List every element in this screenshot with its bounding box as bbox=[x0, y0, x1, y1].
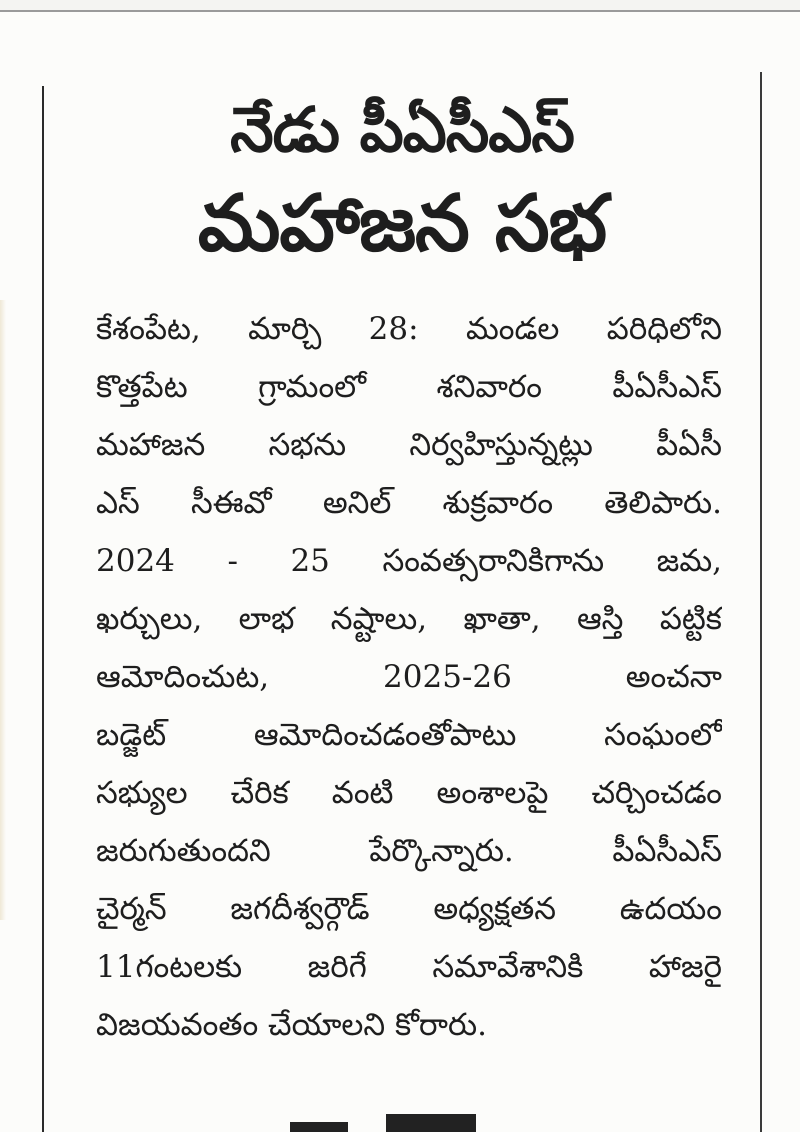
body-line: జరుగుతుందని పేర్కొన్నారు. పీఏసీఎస్ bbox=[96, 833, 722, 869]
body-line: 11గంటలకు జరిగే సమావేశానికి హాజరై bbox=[96, 949, 722, 985]
article-headline bbox=[44, 88, 760, 276]
body-line: బడ్జెట్ ఆమోదించడంతోపాటు సంఘంలో bbox=[96, 717, 722, 753]
next-headline-fragment bbox=[290, 1100, 490, 1132]
column-rule-right bbox=[760, 72, 762, 1132]
body-line: ఎస్ సీఈవో అనిల్ శుక్రవారం తెలిపారు. bbox=[96, 485, 722, 521]
body-line: కొత్తపేట గ్రామంలో శనివారం పీఏసీఎస్ bbox=[96, 369, 722, 405]
body-line: విజయవంతం చేయాలని కోరారు. bbox=[96, 1007, 487, 1043]
body-line: 2024 - 25 సంవత్సరానికిగాను జమ, bbox=[96, 543, 722, 579]
body-line: చైర్మన్ జగదీశ్వర్గౌడ్ అధ్యక్షతన ఉదయం bbox=[96, 891, 722, 927]
body-line: మహాజన సభను నిర్వహిస్తున్నట్లు పీఏసీ bbox=[96, 427, 722, 463]
body-line: కేశంపేట, మార్చి 28: మండల పరిధిలోని bbox=[96, 311, 722, 347]
body-line: ఆమోదించుట, 2025-26 అంచనా bbox=[96, 659, 722, 695]
headline-line-2: మహాజన సభ bbox=[197, 179, 607, 269]
body-line: ఖర్చులు, లాభ నష్టాలు, ఖాతా, ఆస్తి పట్టిక bbox=[96, 601, 722, 637]
top-border bbox=[0, 0, 800, 12]
article-body bbox=[96, 300, 722, 1054]
adjacent-column-edge bbox=[0, 300, 6, 920]
body-line: సభ్యుల చేరిక వంటి అంశాలపై చర్చించడం bbox=[96, 775, 722, 811]
headline-line-1: నేడు పీఏసీఎస్ bbox=[230, 93, 574, 166]
